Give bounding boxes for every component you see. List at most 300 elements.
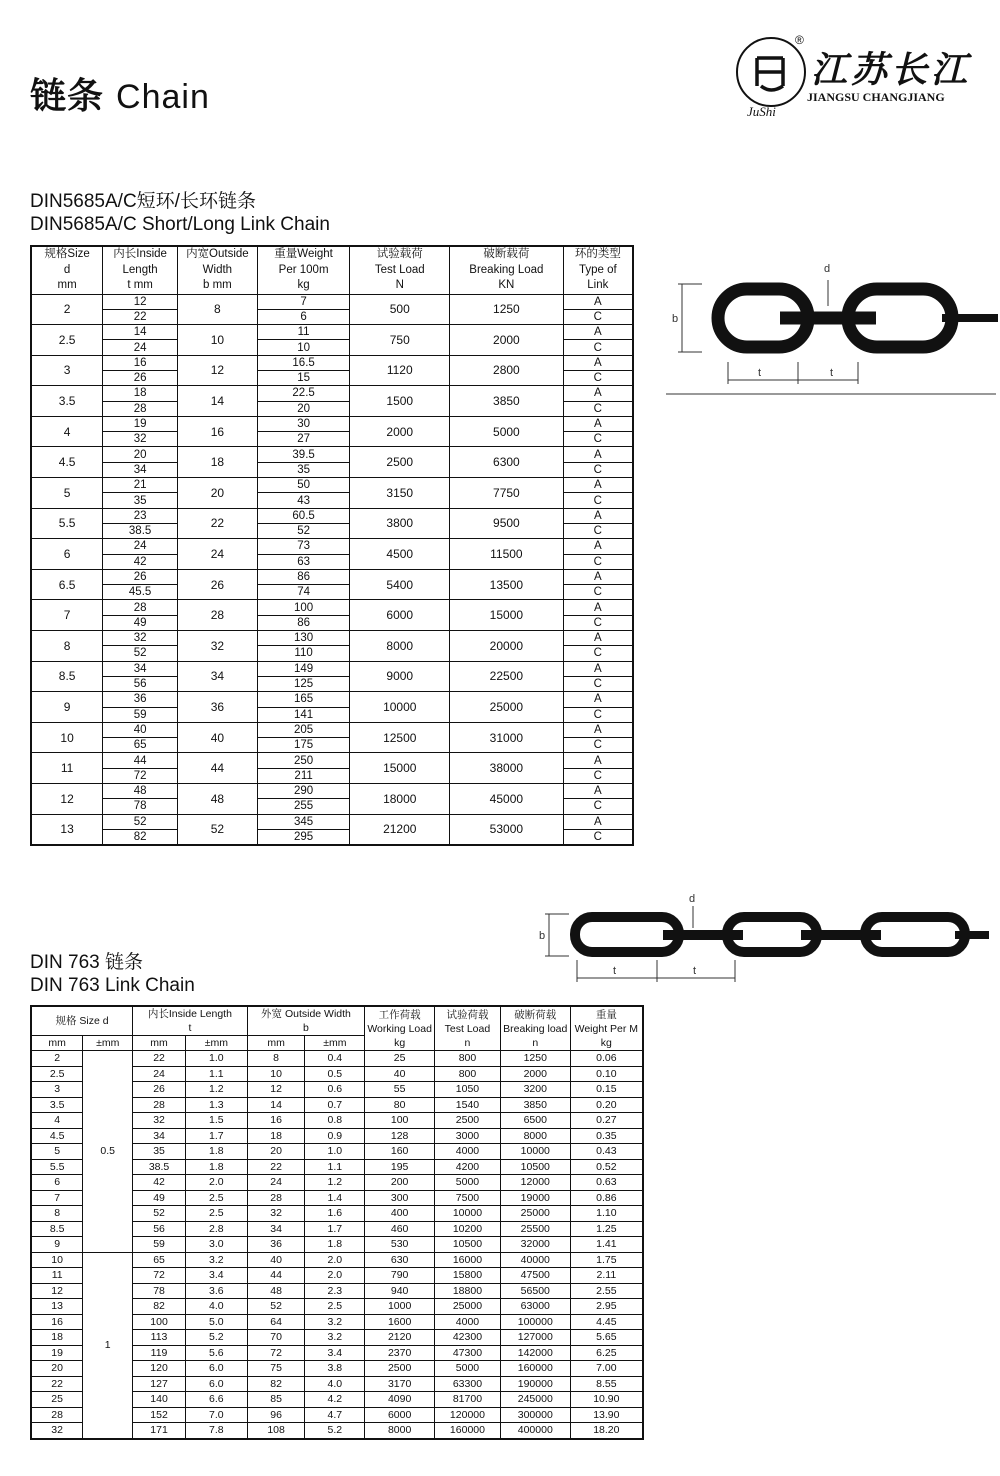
length-cell: 65 <box>133 1252 186 1268</box>
working-load-cell: 55 <box>365 1082 435 1098</box>
length-tol-cell: 3.0 <box>185 1237 247 1253</box>
test-load-cell: 21200 <box>350 814 450 845</box>
test-load-cell: 1540 <box>435 1097 501 1113</box>
size-cell: 2 <box>31 294 103 325</box>
length-tol-cell: 2.5 <box>185 1206 247 1222</box>
weight-cell: 205 <box>257 722 350 737</box>
length-tol-cell: 6.6 <box>185 1392 247 1408</box>
link-type-cell: A <box>563 661 633 676</box>
weight-cell: 1.75 <box>570 1252 643 1268</box>
weight-cell: 7 <box>257 294 350 309</box>
length-tol-cell: 1.3 <box>185 1097 247 1113</box>
breaking-load-cell: 40000 <box>500 1252 570 1268</box>
weight-cell: 255 <box>257 799 350 814</box>
test-load-cell: 3800 <box>350 508 450 539</box>
test-load-cell: 500 <box>350 294 450 325</box>
width-cell: 14 <box>247 1097 305 1113</box>
header-text: N <box>395 279 404 291</box>
width-cell: 64 <box>247 1314 305 1330</box>
test-load-cell: 800 <box>435 1066 501 1082</box>
width-cell: 82 <box>247 1376 305 1392</box>
length-cell: 32 <box>103 432 178 447</box>
width-cell: 12 <box>247 1082 305 1098</box>
weight-cell: 1.25 <box>570 1221 643 1237</box>
weight-cell: 5.65 <box>570 1330 643 1346</box>
breaking-load-cell: 190000 <box>500 1376 570 1392</box>
link-type-cell: A <box>563 355 633 370</box>
test-load-cell: 63300 <box>435 1376 501 1392</box>
width-cell: 85 <box>247 1392 305 1408</box>
weight-cell: 16.5 <box>257 355 350 370</box>
width-tol-cell: 1.8 <box>305 1237 365 1253</box>
weight-cell: 290 <box>257 784 350 799</box>
width-tol-cell: 3.2 <box>305 1314 365 1330</box>
weight-cell: 86 <box>257 615 350 630</box>
brand-en: JIANGSU CHANGJIANG <box>807 90 945 104</box>
width-cell: 28 <box>247 1190 305 1206</box>
link-type-cell: A <box>563 508 633 523</box>
breaking-load-cell: 127000 <box>500 1330 570 1346</box>
length-tol-cell: 3.4 <box>185 1268 247 1284</box>
length-cell: 120 <box>133 1361 186 1377</box>
length-tol-cell: 1.0 <box>185 1051 247 1067</box>
width-cell: 72 <box>247 1345 305 1361</box>
link-type-cell: A <box>563 478 633 493</box>
width-tol-cell: 3.2 <box>305 1330 365 1346</box>
test-load-cell: 25000 <box>435 1299 501 1315</box>
weight-cell: 39.5 <box>257 447 350 462</box>
breaking-load-cell: 53000 <box>450 814 564 845</box>
test-load-cell: 1050 <box>435 1082 501 1098</box>
weight-cell: 1.10 <box>570 1206 643 1222</box>
breaking-load-cell: 20000 <box>450 631 564 662</box>
table-row <box>31 814 633 829</box>
breaking-load-cell: 7750 <box>450 478 564 509</box>
link-type-cell: A <box>563 600 633 615</box>
test-load-cell: 10500 <box>435 1237 501 1253</box>
weight-cell: 43 <box>257 493 350 508</box>
registered-mark: ® <box>795 33 804 47</box>
size-cell: 9 <box>31 1237 83 1253</box>
width-tol-cell: 0.5 <box>305 1066 365 1082</box>
working-load-cell: 400 <box>365 1206 435 1222</box>
weight-cell: 30 <box>257 416 350 431</box>
size-cell: 4.5 <box>31 447 103 478</box>
size-cell: 6 <box>31 539 103 570</box>
subheader-cell: ±mm <box>83 1036 133 1051</box>
table-row <box>31 753 633 768</box>
table-row <box>31 386 633 401</box>
table-row <box>31 294 633 309</box>
weight-cell: 0.15 <box>570 1082 643 1098</box>
header-col-5 <box>450 246 564 294</box>
length-tol-cell: 7.8 <box>185 1423 247 1439</box>
length-cell: 19 <box>103 416 178 431</box>
diagram2-label-b: b <box>539 930 546 942</box>
link-type-cell: C <box>563 309 633 324</box>
width-cell: 40 <box>247 1252 305 1268</box>
size-cell: 32 <box>31 1423 83 1439</box>
length-cell: 38.5 <box>133 1159 186 1175</box>
length-cell: 28 <box>133 1097 186 1113</box>
breaking-load-cell: 10500 <box>500 1159 570 1175</box>
weight-cell: 35 <box>257 462 350 477</box>
size-cell: 5 <box>31 478 103 509</box>
width-cell: 10 <box>247 1066 305 1082</box>
length-tol-cell: 1.8 <box>185 1144 247 1160</box>
breaking-load-cell: 38000 <box>450 753 564 784</box>
size-cell: 8 <box>31 631 103 662</box>
test-load-cell: 2500 <box>435 1113 501 1129</box>
width-cell: 24 <box>247 1175 305 1191</box>
working-load-cell: 195 <box>365 1159 435 1175</box>
link-type-cell: A <box>563 692 633 707</box>
link-type-cell: A <box>563 814 633 829</box>
size-cell: 16 <box>31 1314 83 1330</box>
length-tol-cell: 6.0 <box>185 1361 247 1377</box>
weight-cell: 125 <box>257 676 350 691</box>
test-load-cell: 3000 <box>435 1128 501 1144</box>
header-text: 规格Size <box>44 248 90 260</box>
weight-cell: 1.41 <box>570 1237 643 1253</box>
link-type-cell: C <box>563 738 633 753</box>
width-cell: 20 <box>247 1144 305 1160</box>
width-tol-cell: 0.9 <box>305 1128 365 1144</box>
width-tol-cell: 5.2 <box>305 1423 365 1439</box>
size-cell: 4.5 <box>31 1128 83 1144</box>
diagram1-label-d: d <box>824 263 831 275</box>
width-cell: 48 <box>178 784 258 815</box>
length-tol-cell: 5.6 <box>185 1345 247 1361</box>
weight-cell: 11 <box>257 325 350 340</box>
size-cell: 3 <box>31 1082 83 1098</box>
working-load-cell: 2120 <box>365 1330 435 1346</box>
weight-cell: 7.00 <box>570 1361 643 1377</box>
size-cell: 6.5 <box>31 569 103 600</box>
width-cell: 18 <box>247 1128 305 1144</box>
breaking-load-cell: 22500 <box>450 661 564 692</box>
link-type-cell: A <box>563 447 633 462</box>
working-load-cell: 300 <box>365 1190 435 1206</box>
weight-cell: 0.52 <box>570 1159 643 1175</box>
table-row <box>31 325 633 340</box>
size-cell: 19 <box>31 1345 83 1361</box>
length-cell: 100 <box>133 1314 186 1330</box>
header-working-load: 工作荷载 Working Load kg <box>365 1006 435 1051</box>
length-tol-cell: 2.0 <box>185 1175 247 1191</box>
width-cell: 34 <box>178 661 258 692</box>
length-cell: 82 <box>103 829 178 845</box>
size-cell: 12 <box>31 1283 83 1299</box>
length-cell: 78 <box>133 1283 186 1299</box>
length-cell: 72 <box>103 768 178 783</box>
size-cell: 12 <box>31 784 103 815</box>
width-cell: 44 <box>178 753 258 784</box>
size-cell: 28 <box>31 1407 83 1423</box>
size-cell: 2.5 <box>31 1066 83 1082</box>
length-tol-cell: 2.5 <box>185 1190 247 1206</box>
test-load-cell: 9000 <box>350 661 450 692</box>
length-cell: 119 <box>133 1345 186 1361</box>
test-load-cell: 7500 <box>435 1190 501 1206</box>
weight-cell: 60.5 <box>257 508 350 523</box>
diagram1-label-t2: t <box>830 367 834 379</box>
weight-cell: 0.27 <box>570 1113 643 1129</box>
header-text: 环的类型 <box>574 248 621 260</box>
table-row <box>31 416 633 431</box>
length-cell: 48 <box>103 784 178 799</box>
header-width: 外宽 Outside Width b <box>247 1006 365 1036</box>
test-load-cell: 10200 <box>435 1221 501 1237</box>
width-cell: 16 <box>247 1113 305 1129</box>
width-cell: 108 <box>247 1423 305 1439</box>
chain-diagram-2 <box>535 892 995 984</box>
weight-cell: 50 <box>257 478 350 493</box>
weight-cell: 13.90 <box>570 1407 643 1423</box>
length-cell: 18 <box>103 386 178 401</box>
working-load-cell: 25 <box>365 1051 435 1067</box>
length-tol-cell: 1.1 <box>185 1066 247 1082</box>
breaking-load-cell: 2000 <box>450 325 564 356</box>
length-cell: 34 <box>103 462 178 477</box>
table-row <box>31 600 633 615</box>
width-cell: 70 <box>247 1330 305 1346</box>
length-tol-cell: 4.0 <box>185 1299 247 1315</box>
length-cell: 40 <box>103 722 178 737</box>
test-load-cell: 5000 <box>435 1361 501 1377</box>
size-cell: 8 <box>31 1206 83 1222</box>
link-type-cell: C <box>563 646 633 661</box>
width-cell: 8 <box>178 294 258 325</box>
working-load-cell: 100 <box>365 1113 435 1129</box>
breaking-load-cell: 1250 <box>450 294 564 325</box>
length-tol-cell: 1.7 <box>185 1128 247 1144</box>
test-load-cell: 81700 <box>435 1392 501 1408</box>
length-cell: 26 <box>103 370 178 385</box>
weight-cell: 22.5 <box>257 386 350 401</box>
size-cell: 3.5 <box>31 386 103 417</box>
table-row <box>31 631 633 646</box>
logo-mark-text: JuShi <box>747 104 776 119</box>
size-cell: 6 <box>31 1175 83 1191</box>
test-load-cell: 6000 <box>350 600 450 631</box>
weight-cell: 110 <box>257 646 350 661</box>
size-cell: 11 <box>31 753 103 784</box>
header-test-load: 试验荷载 Test Load n <box>435 1006 501 1051</box>
breaking-load-cell: 11500 <box>450 539 564 570</box>
test-load-cell: 10000 <box>350 692 450 723</box>
weight-cell: 165 <box>257 692 350 707</box>
link-type-cell: A <box>563 294 633 309</box>
width-cell: 34 <box>247 1221 305 1237</box>
length-cell: 28 <box>103 600 178 615</box>
width-cell: 75 <box>247 1361 305 1377</box>
working-load-cell: 530 <box>365 1237 435 1253</box>
breaking-load-cell: 100000 <box>500 1314 570 1330</box>
weight-cell: 10.90 <box>570 1392 643 1408</box>
test-load-cell: 4200 <box>435 1159 501 1175</box>
size-cell: 2 <box>31 1051 83 1067</box>
weight-cell: 211 <box>257 768 350 783</box>
size-cell: 2.5 <box>31 325 103 356</box>
company-logo <box>727 30 997 120</box>
subheader-cell: ±mm <box>305 1036 365 1051</box>
test-load-cell: 8000 <box>350 631 450 662</box>
width-tol-cell: 4.0 <box>305 1376 365 1392</box>
working-load-cell: 80 <box>365 1097 435 1113</box>
size-cell: 5.5 <box>31 508 103 539</box>
diagram2-label-t2: t <box>693 965 697 977</box>
table-header-row <box>31 246 633 294</box>
length-cell: 24 <box>133 1066 186 1082</box>
link-type-cell: C <box>563 829 633 845</box>
length-cell: 14 <box>103 325 178 340</box>
breaking-load-cell: 25500 <box>500 1221 570 1237</box>
test-load-cell: 5000 <box>435 1175 501 1191</box>
section1-title-cn: DIN5685A/C短环/长环链条 <box>30 191 256 212</box>
header-text: 试验载荷 <box>376 248 423 260</box>
length-cell: 49 <box>103 615 178 630</box>
link-type-cell: C <box>563 585 633 600</box>
working-load-cell: 128 <box>365 1128 435 1144</box>
length-tol-cell: 1.8 <box>185 1159 247 1175</box>
length-cell: 45.5 <box>103 585 178 600</box>
length-cell: 42 <box>133 1175 186 1191</box>
width-cell: 14 <box>178 386 258 417</box>
width-tol-cell: 0.8 <box>305 1113 365 1129</box>
table-row <box>31 447 633 462</box>
length-tol-cell: 7.0 <box>185 1407 247 1423</box>
width-cell: 16 <box>178 416 258 447</box>
size-cell: 20 <box>31 1361 83 1377</box>
weight-cell: 0.06 <box>570 1051 643 1067</box>
working-load-cell: 2370 <box>365 1345 435 1361</box>
weight-cell: 2.55 <box>570 1283 643 1299</box>
weight-cell: 345 <box>257 814 350 829</box>
test-load-cell: 18800 <box>435 1283 501 1299</box>
width-tol-cell: 0.4 <box>305 1051 365 1067</box>
size-cell: 4 <box>31 1113 83 1129</box>
breaking-load-cell: 300000 <box>500 1407 570 1423</box>
breaking-load-cell: 10000 <box>500 1144 570 1160</box>
diagram2-label-t1: t <box>613 965 617 977</box>
breaking-load-cell: 25000 <box>450 692 564 723</box>
link-type-cell: C <box>563 676 633 691</box>
link-type-cell: C <box>563 462 633 477</box>
weight-cell: 2.11 <box>570 1268 643 1284</box>
length-cell: 171 <box>133 1423 186 1439</box>
width-cell: 52 <box>247 1299 305 1315</box>
length-tol-cell: 5.0 <box>185 1314 247 1330</box>
working-load-cell: 200 <box>365 1175 435 1191</box>
link-type-cell: C <box>563 523 633 538</box>
width-cell: 44 <box>247 1268 305 1284</box>
breaking-load-cell: 6300 <box>450 447 564 478</box>
width-tol-cell: 4.7 <box>305 1407 365 1423</box>
test-load-cell: 160000 <box>435 1423 501 1439</box>
width-cell: 32 <box>178 631 258 662</box>
table-row <box>31 692 633 707</box>
length-cell: 72 <box>133 1268 186 1284</box>
page-title <box>30 68 210 119</box>
length-cell: 32 <box>133 1113 186 1129</box>
length-cell: 52 <box>133 1206 186 1222</box>
width-cell: 48 <box>247 1283 305 1299</box>
test-load-cell: 15800 <box>435 1268 501 1284</box>
weight-cell: 4.45 <box>570 1314 643 1330</box>
length-cell: 44 <box>103 753 178 768</box>
length-cell: 24 <box>103 340 178 355</box>
length-cell: 38.5 <box>103 523 178 538</box>
length-tol-cell: 1.5 <box>185 1113 247 1129</box>
header-col-4 <box>350 246 450 294</box>
weight-cell: 295 <box>257 829 350 845</box>
width-tol-cell: 1.0 <box>305 1144 365 1160</box>
size-cell: 8.5 <box>31 1221 83 1237</box>
length-cell: 24 <box>103 539 178 554</box>
length-cell: 20 <box>103 447 178 462</box>
length-cell: 36 <box>103 692 178 707</box>
breaking-load-cell: 32000 <box>500 1237 570 1253</box>
test-load-cell: 4000 <box>435 1144 501 1160</box>
length-cell: 35 <box>103 493 178 508</box>
link-type-cell: A <box>563 753 633 768</box>
width-cell: 22 <box>247 1159 305 1175</box>
test-load-cell: 4500 <box>350 539 450 570</box>
size-cell: 4 <box>31 416 103 447</box>
working-load-cell: 160 <box>365 1144 435 1160</box>
length-cell: 16 <box>103 355 178 370</box>
link-type-cell: A <box>563 416 633 431</box>
subheader-cell: mm <box>247 1036 305 1051</box>
header-text: b mm <box>203 279 232 291</box>
weight-cell: 6 <box>257 309 350 324</box>
link-type-cell: A <box>563 631 633 646</box>
header-text: Per 100m <box>278 263 329 276</box>
header-text: 内长Inside <box>113 248 167 260</box>
weight-cell: 63 <box>257 554 350 569</box>
length-cell: 78 <box>103 799 178 814</box>
header-text: Link <box>587 279 609 291</box>
link-type-cell: A <box>563 539 633 554</box>
length-cell: 59 <box>103 707 178 722</box>
subheader-cell: mm <box>133 1036 186 1051</box>
table-row <box>31 722 633 737</box>
size-cell: 7 <box>31 1190 83 1206</box>
test-load-cell: 1120 <box>350 355 450 386</box>
working-load-cell: 1600 <box>365 1314 435 1330</box>
working-load-cell: 1000 <box>365 1299 435 1315</box>
width-tol-cell: 2.3 <box>305 1283 365 1299</box>
weight-cell: 86 <box>257 569 350 584</box>
width-cell: 26 <box>178 569 258 600</box>
breaking-load-cell: 2800 <box>450 355 564 386</box>
test-load-cell: 1500 <box>350 386 450 417</box>
size-cell: 18 <box>31 1330 83 1346</box>
diagram2-label-d: d <box>689 893 696 905</box>
length-cell: 42 <box>103 554 178 569</box>
length-tol-cell: 3.6 <box>185 1283 247 1299</box>
weight-cell: 175 <box>257 738 350 753</box>
breaking-load-cell: 63000 <box>500 1299 570 1315</box>
width-cell: 96 <box>247 1407 305 1423</box>
chain-diagram-1 <box>662 262 1000 398</box>
section2-title-en: DIN 763 Link Chain <box>30 975 195 996</box>
size-cell: 8.5 <box>31 661 103 692</box>
table-row <box>31 478 633 493</box>
table-row <box>31 1051 643 1067</box>
diagram1-label-t1: t <box>758 367 762 379</box>
